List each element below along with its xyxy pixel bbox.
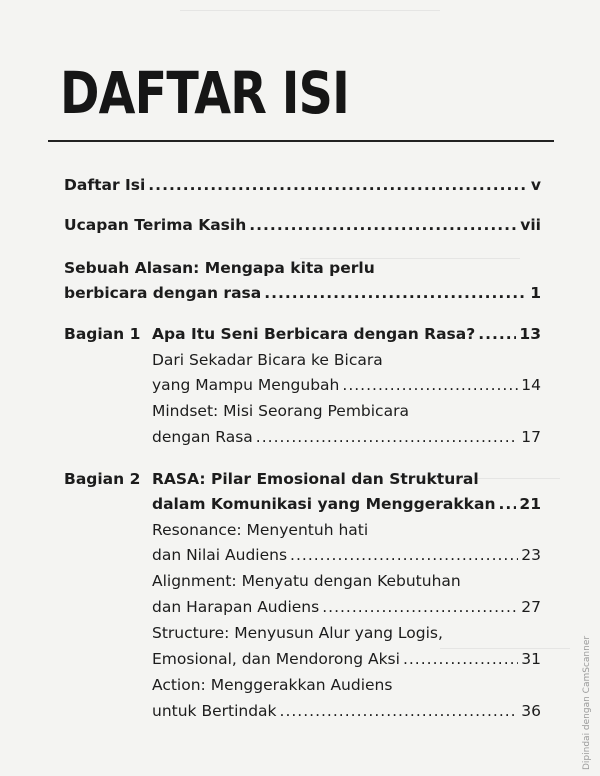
toc-entry-title: Daftar Isi [64, 176, 146, 194]
toc-page-number: 27 [521, 598, 541, 616]
part-label-1: Bagian 1 [64, 325, 141, 343]
toc-section-line1[interactable]: Structure: Menyusun Alur yang Logis, [152, 624, 443, 642]
toc-entry-sebuah-alasan[interactable] [64, 282, 541, 304]
toc-entry-title: dan Nilai Audiens [152, 546, 288, 564]
leader-dots [280, 700, 519, 722]
toc-entry-title: Ucapan Terima Kasih [64, 216, 247, 234]
leader-dots [322, 596, 518, 618]
toc-section-14[interactable] [152, 374, 541, 396]
toc-section-line1[interactable]: Dari Sekadar Bicara ke Bicara [152, 351, 383, 369]
toc-part-2-title-line1[interactable]: RASA: Pilar Emosional dan Struktural [152, 470, 479, 488]
toc-page-number: 14 [521, 376, 541, 394]
toc-entry-title: dalam Komunikasi yang Menggerakkan [152, 495, 496, 513]
toc-page-number: 13 [519, 325, 541, 343]
toc-page-number: 36 [521, 702, 541, 720]
toc-section-27[interactable] [152, 596, 541, 618]
leader-dots [148, 174, 528, 196]
toc-section-23[interactable] [152, 544, 541, 566]
toc-page-number: 21 [519, 495, 541, 513]
leader-dots [256, 426, 518, 448]
toc-entry-title: Apa Itu Seni Berbicara dengan Rasa? [152, 325, 476, 343]
toc-section-17[interactable] [152, 426, 541, 448]
toc-page-number: 1 [530, 284, 541, 302]
toc-page-number: 23 [521, 546, 541, 564]
toc-section-line1[interactable]: Mindset: Misi Seorang Pembicara [152, 402, 409, 420]
toc-entry-ucapan-terima-kasih[interactable] [64, 214, 541, 236]
leader-dots [290, 544, 518, 566]
toc-entry-title: Emosional, dan Mendorong Aksi [152, 650, 400, 668]
toc-entry-title: untuk Bertindak [152, 702, 277, 720]
leader-dots [264, 282, 527, 304]
leader-dots [498, 493, 516, 515]
part-label-2: Bagian 2 [64, 470, 141, 488]
toc-page-number: 31 [521, 650, 541, 668]
leader-dots [478, 323, 516, 345]
title-divider [48, 140, 554, 142]
toc-entry-title: berbicara dengan rasa [64, 284, 262, 302]
leader-dots [403, 648, 518, 670]
toc-section-line1[interactable]: Resonance: Menyentuh hati [152, 521, 369, 539]
toc-section-31[interactable] [152, 648, 541, 670]
leader-dots [342, 374, 518, 396]
toc-part-1-title[interactable] [152, 323, 541, 345]
toc-page-number: vii [520, 216, 541, 234]
toc-entry-sebuah-alasan-line1[interactable]: Sebuah Alasan: Mengapa kita perlu [64, 259, 375, 277]
toc-entry-daftar-isi[interactable] [64, 174, 541, 196]
toc-part-2-title[interactable] [152, 493, 541, 515]
toc-entry-title: dengan Rasa [152, 428, 253, 446]
toc-entry-title: dan Harapan Audiens [152, 598, 320, 616]
toc-page-number: 17 [521, 428, 541, 446]
leader-dots [249, 214, 517, 236]
toc-section-line1[interactable]: Alignment: Menyatu dengan Kebutuhan [152, 572, 461, 590]
scanner-watermark: Dipindai dengan CamScanner [582, 635, 592, 770]
toc-page-number: v [530, 176, 541, 194]
toc-section-36[interactable] [152, 700, 541, 722]
page-title: DAFTAR ISI [60, 59, 349, 127]
toc-entry-title: yang Mampu Mengubah [152, 376, 340, 394]
toc-section-line1[interactable]: Action: Menggerakkan Audiens [152, 676, 393, 694]
